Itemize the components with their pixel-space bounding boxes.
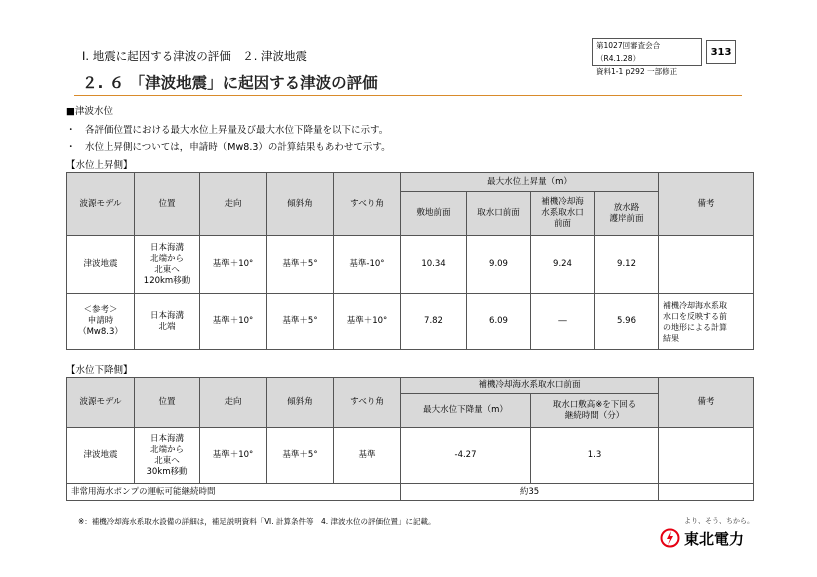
fall-cell-strike: 基準＋10° — [200, 428, 267, 484]
rise-cell-outfall: 9.12 — [595, 236, 659, 294]
meeting-info-line2: 資料1-1 p292 一部修正 — [596, 67, 678, 76]
page-title: ２. ６ 「津波地震」に起因する津波の評価 — [82, 74, 378, 92]
fall-cell-position: 日本海溝 北端から 北東へ 30km移動 — [135, 428, 200, 484]
fall-header-position: 位置 — [135, 378, 200, 428]
rise-cell-slip: 基準-10° — [334, 236, 401, 294]
fall-cell-duration: 1.3 — [531, 428, 659, 484]
rise-ref-aux-intake: ― — [531, 294, 595, 350]
fall-header-remarks: 備考 — [659, 378, 754, 428]
rise-header-slip: すべり角 — [334, 173, 401, 236]
pump-label: 非常用海水ポンプの運転可能継続時間 — [67, 484, 401, 501]
rise-row-tsunami — [67, 236, 754, 294]
title-underline — [74, 95, 742, 96]
logo-company-name: 東北電力 — [684, 530, 745, 548]
meeting-info-line1: 第1027回審査会合（R4.1.28） — [596, 41, 661, 63]
pump-remarks — [659, 484, 754, 501]
rise-header-site-front: 敷地前面 — [401, 192, 467, 236]
rise-cell-position: 日本海溝 北端から 北東へ 120km移動 — [135, 236, 200, 294]
rise-header-aux-intake: 補機冷却海 水系取水口 前面 — [531, 192, 595, 236]
fall-header-duration: 取水口敷高※を下回る 継続時間（分） — [531, 394, 659, 428]
fall-header-model: 波源モデル — [67, 378, 135, 428]
footnote: ※：補機冷却海水系取水設備の詳細は，補足説明資料「Ⅵ. 計算条件等 4. 津波水位の評価位置」に記載。 — [78, 517, 436, 526]
fall-header-slip: すべり角 — [334, 378, 401, 428]
fall-table — [66, 377, 754, 501]
rise-ref-model: ＜参考＞ 申請時 （Mw8.3） — [67, 294, 135, 350]
fall-cell-dip: 基準＋5° — [267, 428, 334, 484]
fall-cell-model: 津波地震 — [67, 428, 135, 484]
rise-header-intake-front: 取水口前面 — [467, 192, 531, 236]
lightning-icon — [660, 528, 680, 548]
rise-header-outfall: 放水路 護岸前面 — [595, 192, 659, 236]
rise-header-remarks: 備考 — [659, 173, 754, 236]
rise-ref-remarks: 補機冷却海水系取 水口を反映する前 の地形による計算 結果 — [659, 294, 754, 350]
rise-ref-dip: 基準＋5° — [267, 294, 334, 350]
fall-header-aux-intake: 補機冷却海水系取水口前面 — [401, 378, 659, 394]
pump-value: 約35 — [401, 484, 659, 501]
fall-header-strike: 走向 — [200, 378, 267, 428]
fall-row-tsunami — [67, 428, 754, 484]
rise-header-strike: 走向 — [200, 173, 267, 236]
bullet-1: ・ 各評価位置における最大水位上昇量及び最大水位下降量を以下に示す。 — [66, 125, 389, 136]
rise-cell-model: 津波地震 — [67, 236, 135, 294]
fall-cell-slip: 基準 — [334, 428, 401, 484]
rise-ref-strike: 基準＋10° — [200, 294, 267, 350]
rise-cell-dip: 基準＋5° — [267, 236, 334, 294]
rise-header-position: 位置 — [135, 173, 200, 236]
page-number: 313 — [706, 40, 736, 64]
logo-tagline: より、そう、ちから。 — [684, 517, 754, 525]
rise-cell-site-front: 10.34 — [401, 236, 467, 294]
rise-header-dip: 傾斜角 — [267, 173, 334, 236]
fall-label: 【水位下降側】 — [66, 365, 133, 376]
rise-cell-intake-front: 9.09 — [467, 236, 531, 294]
rise-ref-position: 日本海溝 北端 — [135, 294, 200, 350]
rise-header-max-rise: 最大水位上昇量（m） — [401, 173, 659, 192]
fall-row-pump — [67, 484, 754, 501]
fall-cell-max-fall: -4.27 — [401, 428, 531, 484]
rise-ref-site-front: 7.82 — [401, 294, 467, 350]
rise-cell-aux-intake: 9.24 — [531, 236, 595, 294]
rise-header-model: 波源モデル — [67, 173, 135, 236]
rise-row-reference — [67, 294, 754, 350]
fall-header-max-fall: 最大水位下降量（m） — [401, 394, 531, 428]
rise-ref-outfall: 5.96 — [595, 294, 659, 350]
rise-table — [66, 172, 754, 350]
fall-header-dip: 傾斜角 — [267, 378, 334, 428]
rise-cell-remarks — [659, 236, 754, 294]
company-logo — [660, 516, 756, 556]
rise-ref-slip: 基準＋10° — [334, 294, 401, 350]
rise-ref-intake-front: 6.09 — [467, 294, 531, 350]
rise-label: 【水位上昇側】 — [66, 160, 133, 171]
bullet-2: ・ 水位上昇側については，申請時（Mw8.3）の計算結果もあわせて示す。 — [66, 142, 391, 153]
fall-cell-remarks — [659, 428, 754, 484]
rise-cell-strike: 基準＋10° — [200, 236, 267, 294]
meeting-info-box — [592, 38, 702, 76]
breadcrumb: Ⅰ. 地震に起因する津波の評価 ２. 津波地震 — [82, 49, 308, 63]
section-title: ■津波水位 — [66, 106, 113, 117]
